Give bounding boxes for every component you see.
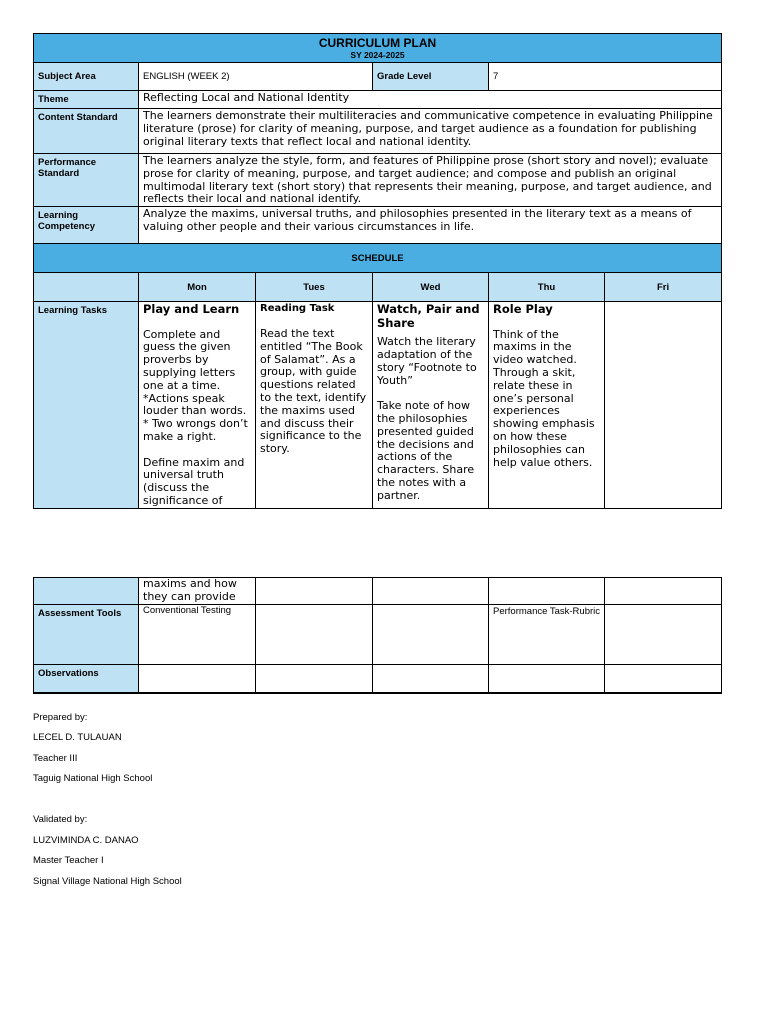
task-tues-body: Read the text entitled “The Book of Salamat”. As a group, with guide questions related to the text, identify the maxims used and discuss their significance to the story. (260, 326, 367, 456)
continuation-wed (373, 578, 489, 605)
assessment-fri (605, 604, 722, 664)
continuation-thu (489, 578, 605, 605)
day-thu: Thu (489, 273, 605, 302)
curriculum-continuation-table (33, 577, 722, 694)
page-title: CURRICULUM PLAN (318, 35, 437, 50)
task-wed (373, 302, 489, 509)
task-wed-title: Watch, Pair and Share (377, 302, 480, 330)
task-wed-body: Watch the literary adaptation of the story “Footnote to Youth” Take note of how the philosophies presented guided the decisions and actions of the characters. Share the notes with a partner. (377, 335, 477, 502)
performance-standard-label: Performance Standard (34, 154, 139, 207)
learning-competency-value: Analyze the maxims, universal truths, and philosophies presented in the literary text as a means of valuing other people and their various circumstances in life. (139, 207, 722, 244)
day-fri: Fri (605, 273, 722, 302)
prepared-by-label: Prepared by: (33, 712, 88, 723)
validated-school: Signal Village National High School (33, 876, 182, 887)
observations-thu (489, 664, 605, 693)
grade-level-value: 7 (489, 63, 722, 91)
content-standard-label: Content Standard (34, 109, 139, 154)
task-thu-body: Think of the maxims in the video watched. Through a skit, relate these in one’s personal experiences showing emphasis on how these philosophies can help value others. (493, 327, 595, 469)
validated-by-label: Validated by: (33, 814, 88, 825)
observations-fri (605, 664, 722, 693)
assessment-thu: Performance Task-Rubric (489, 604, 605, 664)
theme-label: Theme (34, 91, 139, 109)
grade-level-label: Grade Level (373, 63, 489, 91)
observations-label: Observations (34, 664, 139, 693)
assessment-mon: Conventional Testing (139, 604, 256, 664)
task-thu-title: Role Play (493, 302, 553, 317)
task-mon-body: Complete and guess the given proverbs by supplying letters one at a time. *Actions speak louder than words. * Two wrongs don’t make a right. Define maxim and universal truth (discuss the significance of (143, 327, 248, 508)
task-tues (256, 302, 373, 509)
validated-position: Master Teacher I (33, 855, 104, 866)
title-banner (34, 34, 722, 63)
task-fri (605, 302, 722, 509)
observations-mon (139, 664, 256, 693)
theme-value: Reflecting Local and National Identity (139, 91, 722, 109)
day-tues: Tues (256, 273, 373, 302)
task-mon-title: Play and Learn (143, 302, 240, 317)
task-mon (139, 302, 256, 509)
schedule-banner: SCHEDULE (34, 244, 722, 273)
school-year: SY 2024-2025 (350, 49, 405, 60)
task-mon-continued: maxims and how they can provide (139, 578, 256, 605)
subject-area-label: Subject Area (34, 63, 139, 91)
curriculum-header-table (33, 33, 722, 509)
content-standard-value: The learners demonstrate their multiliteracies and communicative competence in evaluating Philippine literature (prose) for clarity of meaning, purpose, and target audience as a foundation for publishing original literary texts that reflect local and national identity. (139, 109, 722, 154)
continuation-fri (605, 578, 722, 605)
task-tues-title: Reading Task (260, 303, 335, 315)
day-wed: Wed (373, 273, 489, 302)
learning-competency-label: Learning Competency (34, 207, 139, 244)
assessment-tues (256, 604, 373, 664)
prepared-school: Taguig National High School (33, 773, 153, 784)
learning-tasks-label: Learning Tasks (34, 302, 139, 509)
continuation-label-blank (34, 578, 139, 605)
day-mon: Mon (139, 273, 256, 302)
continuation-tues (256, 578, 373, 605)
assessment-tools-label: Assessment Tools (34, 604, 139, 664)
prepared-position: Teacher III (33, 753, 78, 764)
assessment-wed (373, 604, 489, 664)
subject-area-value: ENGLISH (WEEK 2) (139, 63, 373, 91)
day-header-blank (34, 273, 139, 302)
task-thu (489, 302, 605, 509)
prepared-name: LECEL D. TULAUAN (33, 732, 122, 743)
validated-name: LUZVIMINDA C. DANAO (33, 835, 139, 846)
observations-wed (373, 664, 489, 693)
performance-standard-value: The learners analyze the style, form, and features of Philippine prose (short story and novel); evaluate prose for clarity of meaning, purpose, and target audience; and compose and publish an original multimodal literary text (short story) that represents their meaning, purpose, and target audience, and reflects their local and national identify. (139, 154, 722, 207)
observations-tues (256, 664, 373, 693)
